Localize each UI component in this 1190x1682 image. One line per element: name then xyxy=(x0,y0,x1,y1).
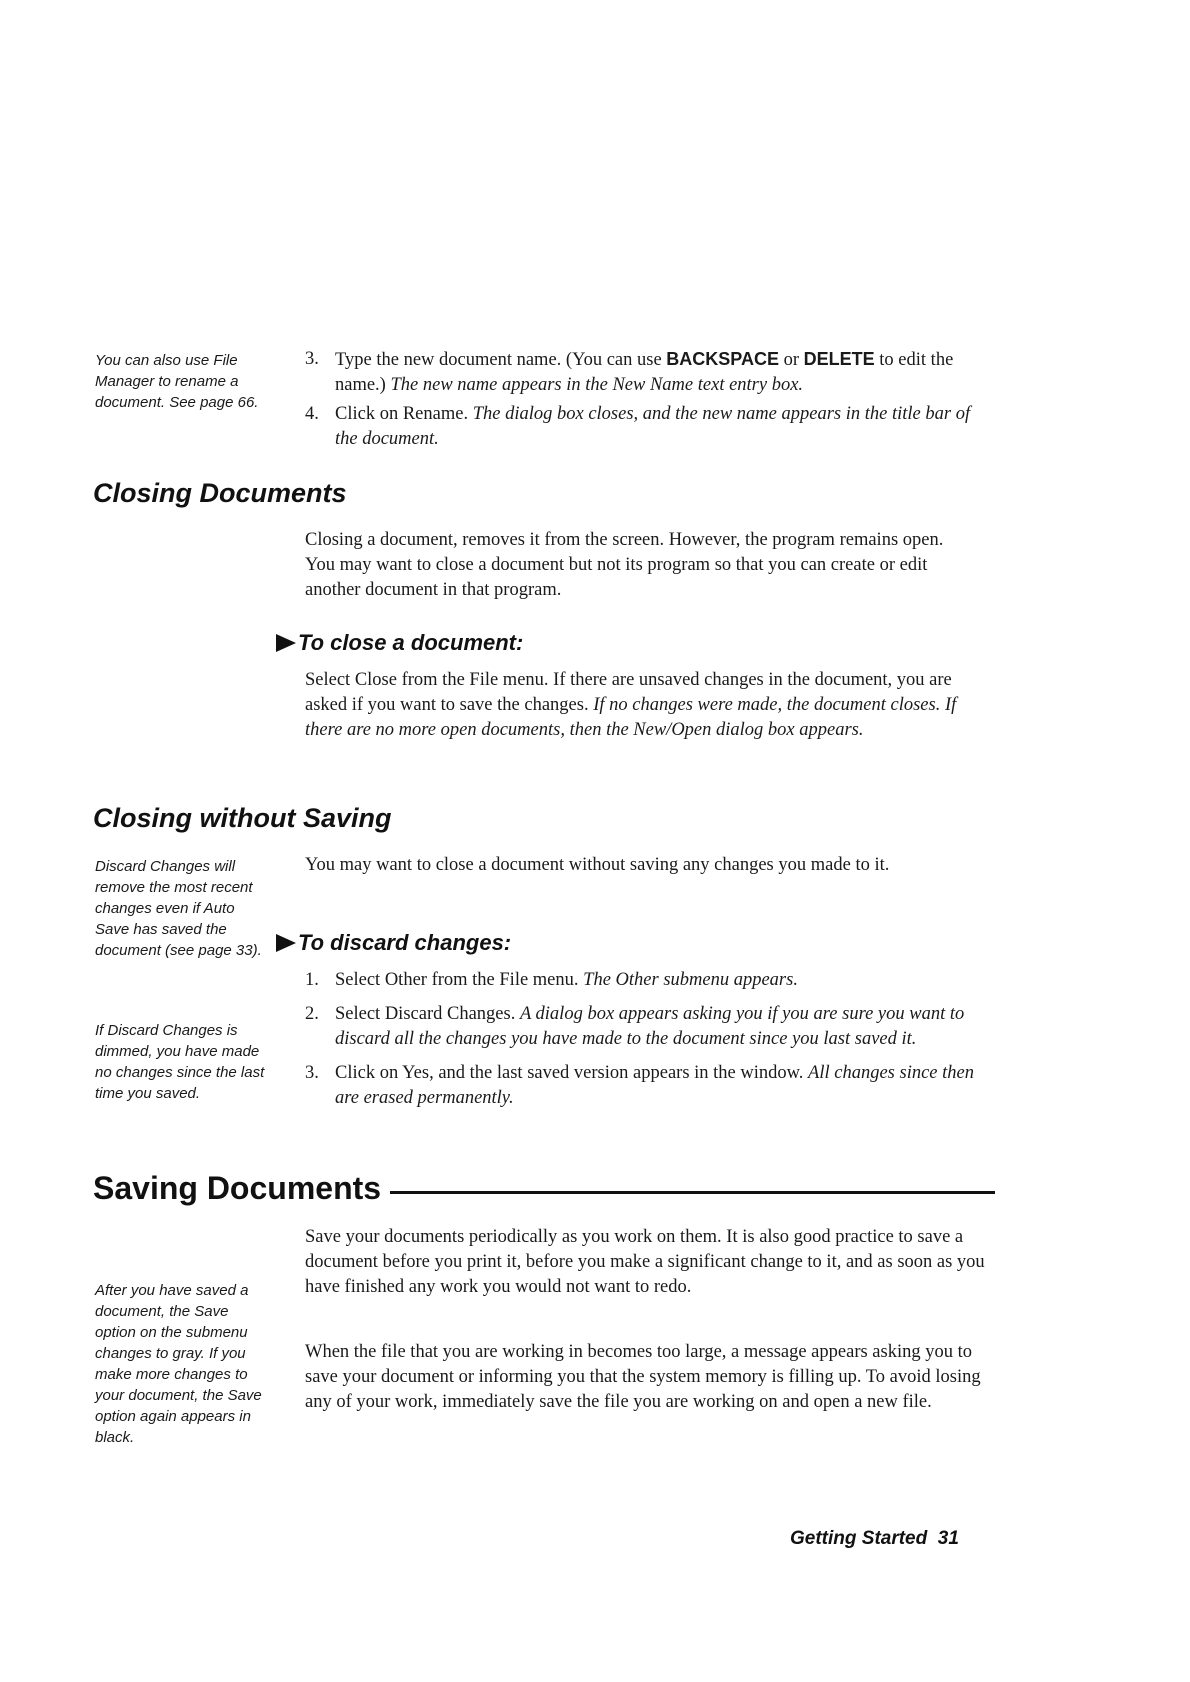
step-text: Select Other from the File menu. xyxy=(335,970,584,990)
closing-without-saving-intro: You may want to close a document without saving any changes you made to it. xyxy=(305,855,890,875)
step-number: 2. xyxy=(305,1004,319,1024)
step-result: The dialog box closes, and the new name appears in the title bar of the document. xyxy=(335,404,971,449)
step-result: The Other submenu appears. xyxy=(583,970,798,990)
margin-note-discard-dimmed: If Discard Changes is dimmed, you have made no changes since the last time you saved. xyxy=(95,1022,265,1102)
discard-procedure-heading xyxy=(276,930,511,956)
discard-procedure-heading-text: To discard changes: xyxy=(298,930,512,955)
page-number: 31 xyxy=(937,1528,959,1549)
closing-without-saving-heading: Closing without Saving xyxy=(93,803,392,833)
arrow-icon xyxy=(276,934,296,952)
step-number: 4. xyxy=(305,404,319,424)
arrow-icon xyxy=(276,634,296,652)
step-number: 3. xyxy=(305,349,319,369)
close-procedure-heading-text: To close a document: xyxy=(298,630,524,655)
margin-note-rename: You can also use File Manager to rename a document. See page 66. xyxy=(95,352,259,411)
step-result: All changes since then are erased permanently. xyxy=(335,1063,974,1108)
step-result: A dialog box appears asking you if you are sure you want to discard all the changes you have made to the document since you last saved it. xyxy=(335,1004,965,1049)
step-text: to edit the name.) xyxy=(335,350,954,395)
close-procedure-text: Select Close from the File menu. If there are unsaved changes in the document, you are asked if you want to save the changes. xyxy=(305,670,952,715)
step-number: 1. xyxy=(305,970,319,990)
discard-step-3 xyxy=(305,1061,975,1111)
step-number: 3. xyxy=(305,1063,319,1083)
close-procedure-heading xyxy=(276,630,523,656)
footer-section: Getting Started xyxy=(790,1528,928,1549)
heading-rule xyxy=(390,1191,995,1194)
close-procedure-result: If no changes were made, the document closes. If there are no more open documents, then the New/Open dialog box appears. xyxy=(305,695,957,740)
rename-step-3 xyxy=(305,347,975,398)
rename-step-4 xyxy=(305,402,975,452)
saving-documents-heading: Saving Documents xyxy=(93,1170,382,1206)
closing-documents-heading: Closing Documents xyxy=(93,478,347,508)
margin-note-saved-gray: After you have saved a document, the Save option on the submenu changes to gray. If you make more changes to your document, the Save option again appears in black. xyxy=(95,1282,262,1446)
discard-steps xyxy=(305,968,975,1111)
step-text: Click on Yes, and the last saved version appears in the window. xyxy=(335,1063,809,1083)
discard-step-1 xyxy=(305,968,975,993)
close-procedure-body xyxy=(305,668,965,743)
closing-documents-intro: Closing a document, removes it from the screen. However, the program remains open. You may want to close a document but not its program so that you can create or edit another document in that program. xyxy=(305,530,944,600)
backspace-key: BACKSPACE xyxy=(666,349,779,369)
step-text: Click on Rename. xyxy=(335,404,473,424)
page-footer xyxy=(790,1528,959,1550)
saving-documents-para1: Save your documents periodically as you work on them. It is also good practice to save a document before you print it, before you make a significant change to it, and as soon as you have finished any work you would not want to redo. xyxy=(305,1227,985,1297)
step-text: Select Discard Changes. xyxy=(335,1004,520,1024)
rename-steps xyxy=(305,347,975,452)
discard-step-2 xyxy=(305,1002,975,1052)
step-text-or: or xyxy=(778,350,804,370)
step-result: The new name appears in the New Name text entry box. xyxy=(390,375,804,395)
margin-note-discard-changes: Discard Changes will remove the most recent changes even if Auto Save has saved the document (see page 33). xyxy=(95,858,262,959)
step-text: Type the new document name. (You can use xyxy=(335,350,667,370)
saving-documents-para2: When the file that you are working in becomes too large, a message appears asking you to save your document or informing you that the system memory is filling up. To avoid losing any of your work, immediately save the file you are working on and open a new file. xyxy=(305,1342,981,1412)
delete-key: DELETE xyxy=(803,349,875,369)
